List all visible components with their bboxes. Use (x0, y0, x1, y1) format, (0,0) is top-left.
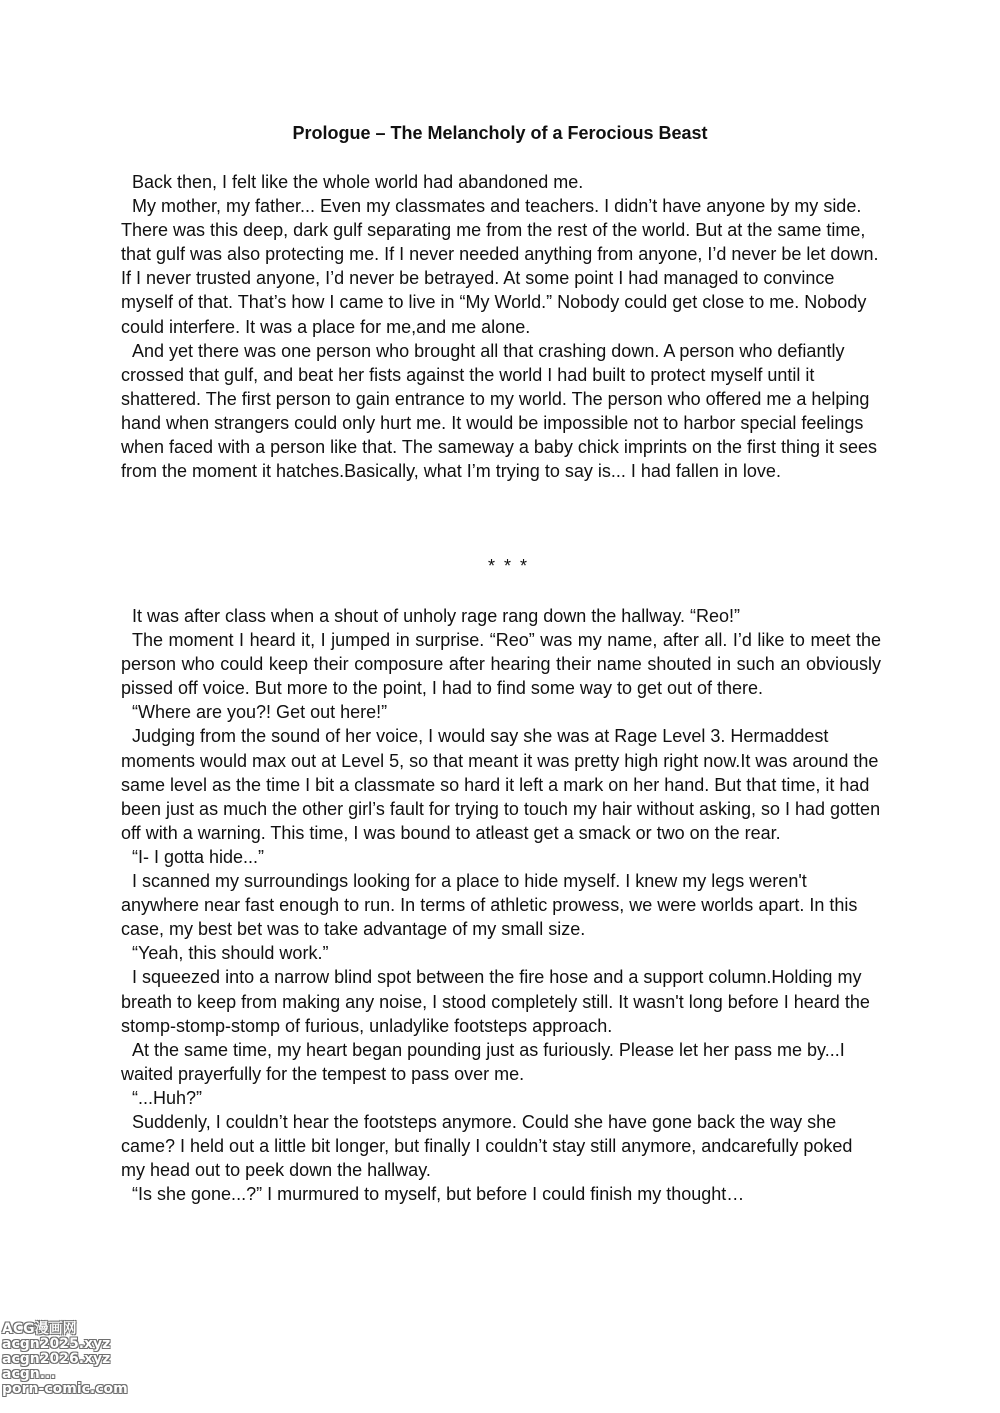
paragraph: It was after class when a shout of unholy rage rang down the hallway. “Reo!” (132, 606, 740, 626)
paragraph: I scanned my surroundings looking for a place to hide myself. I knew my legs weren't anywhere near fast enough to run. In terms of athletic prowess, we were worlds apart. In this case, my best bet was to take advantage of my small size. (121, 871, 858, 940)
paragraph: “Where are you?! Get out here!” (132, 702, 388, 723)
watermark-line: porn-comic.com (2, 1381, 128, 1397)
section-one (121, 170, 881, 483)
paragraph: I squeezed into a narrow blind spot between the fire hose and a support column.Holding my breath to keep from making any noise, I stood completely still. It wasn't long before I heard the stomp-stomp-stomp of furious, unladylike footsteps approach. (121, 967, 870, 1036)
paragraph: Suddenly, I couldn’t hear the footsteps anymore. Could she have gone back the way she came? I held out a little bit longer, but finally I couldn’t stay still anymore, andcarefully poked my head out to peek down the hallway. (121, 1111, 853, 1181)
site-watermark (2, 1322, 132, 1397)
paragraph: At the same time, my heart began pounding just as furiously. Please let her pass me by...I waited prayerfully for the tempest to pass over me. (121, 1039, 845, 1084)
paragraph: My mother, my father... Even my classmates and teachers. I didn’t have anyone by my side. There was this deep, dark gulf separating me from the rest of the world. But at the same time, that gulf was also protecting me. If I never needed anything from anyone, I’d never be let down. If I never trusted anyone, I’d never be betrayed. At some point I had managed to convince myself of that. That’s how I came to live in “My World.” Nobody could get close to me. Nobody could interfere. It was a place for me,and me alone. (121, 196, 879, 337)
watermark-line: acgn... (2, 1366, 56, 1382)
paragraph: “Yeah, this should work.” (132, 943, 329, 964)
paragraph: “I- I gotta hide...” (132, 846, 265, 867)
paragraph: Judging from the sound of her voice, I would say she was at Rage Level 3. Hermaddest moments would max out at Level 5, so that meant it was pretty high right now.It was around the same level as the time I bit a classmate so hard it left a mark on her hand. But that time, it had been just as much the other girl’s fault for trying to touch my hair without asking, so I had gotten off with a warning. This time, I was bound to atleast get a smack or two on the rear. (121, 726, 881, 843)
watermark-line: ACG漫画网 (2, 1321, 77, 1337)
paragraph: “...Huh?” (132, 1087, 203, 1108)
paragraph: The moment I heard it, I jumped in surprise. “Reo” was my name, after all. I’d like to meet the person who could keep their composure after hearing their name shouted in such an obviously pissed off voice. But more to the point, I had to find some way to get out of there. (121, 630, 881, 699)
chapter-title: Prologue – The Melancholy of a Ferocious Beast (292, 123, 708, 143)
watermark-line: acgn2026.xyz (2, 1351, 111, 1367)
paragraph: And yet there was one person who brought all that crashing down. A person who defiantly crossed that gulf, and beat her fists against the world I had built to protect myself until it shattered. The first person to gain entrance to my world. The person who offered me a helping hand when strangers could only hurt me. It would be impossible not to harbor special feelings when faced with a person like that. The sameway a baby chick imprints on the first thing it sees from the moment it hatches.Basically, what I’m trying to say is... I had fallen in love. (121, 340, 878, 482)
scene-separator: * * * (488, 556, 530, 576)
watermark-line: acgn2025.xyz (2, 1336, 111, 1352)
section-two (121, 604, 881, 1206)
paragraph: Back then, I felt like the whole world had abandoned me. (132, 172, 584, 192)
paragraph: “Is she gone...?” I murmured to myself, but before I could finish my thought… (132, 1184, 745, 1205)
